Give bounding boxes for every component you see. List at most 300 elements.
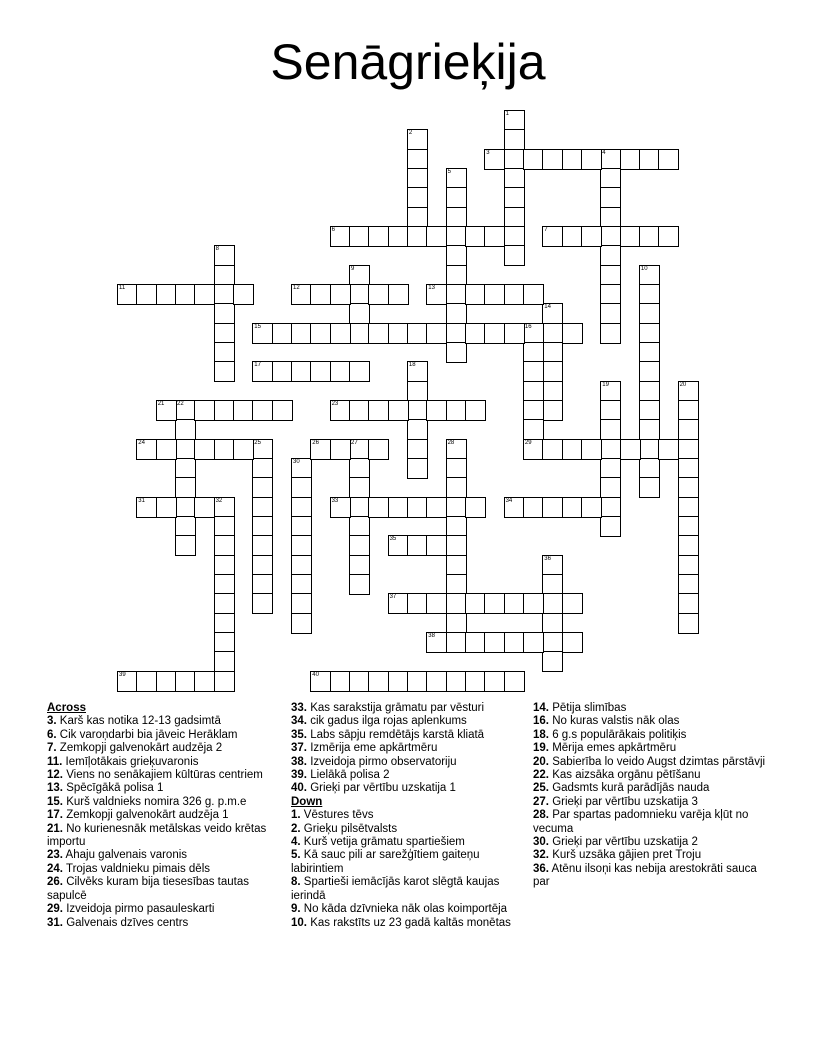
grid-cell[interactable] xyxy=(291,555,312,576)
grid-cell[interactable] xyxy=(175,516,196,537)
grid-cell[interactable] xyxy=(407,187,428,208)
grid-cell[interactable] xyxy=(542,226,563,247)
grid-cell[interactable] xyxy=(388,535,409,556)
grid-cell[interactable] xyxy=(678,419,699,440)
grid-cell[interactable] xyxy=(368,226,389,247)
grid-cell[interactable] xyxy=(446,207,467,228)
grid-cell[interactable] xyxy=(349,497,370,518)
grid-cell[interactable] xyxy=(484,671,505,692)
grid-cell[interactable] xyxy=(368,497,389,518)
grid-cell[interactable] xyxy=(310,284,331,305)
grid-cell[interactable] xyxy=(175,671,196,692)
grid-cell[interactable] xyxy=(252,477,273,498)
grid-cell[interactable] xyxy=(562,149,583,170)
grid-cell[interactable] xyxy=(562,593,583,614)
grid-cell[interactable] xyxy=(330,361,351,382)
grid-cell[interactable] xyxy=(388,323,409,344)
grid-cell[interactable] xyxy=(639,439,660,460)
grid-cell[interactable] xyxy=(330,497,351,518)
grid-cell[interactable] xyxy=(252,535,273,556)
grid-cell[interactable] xyxy=(446,477,467,498)
grid-cell[interactable] xyxy=(407,226,428,247)
grid-cell[interactable] xyxy=(446,400,467,421)
grid-cell[interactable] xyxy=(542,555,563,576)
grid-cell[interactable] xyxy=(136,439,157,460)
grid-cell[interactable] xyxy=(330,284,351,305)
grid-cell[interactable] xyxy=(368,400,389,421)
grid-cell[interactable] xyxy=(368,671,389,692)
clue-number: 19. xyxy=(533,742,549,755)
grid-cell[interactable] xyxy=(600,477,621,498)
grid-cell[interactable] xyxy=(407,168,428,189)
grid-cell[interactable] xyxy=(542,497,563,518)
grid-cell[interactable] xyxy=(504,207,525,228)
grid-cell[interactable] xyxy=(136,497,157,518)
grid-cell[interactable] xyxy=(407,400,428,421)
grid-cell[interactable] xyxy=(678,613,699,634)
grid-cell[interactable] xyxy=(446,245,467,266)
grid-cell[interactable] xyxy=(523,342,544,363)
grid-cell[interactable] xyxy=(542,439,563,460)
grid-cell[interactable] xyxy=(407,593,428,614)
grid-cell[interactable] xyxy=(194,284,215,305)
grid-cell[interactable] xyxy=(504,245,525,266)
grid-cell[interactable] xyxy=(600,168,621,189)
grid-cell[interactable] xyxy=(542,361,563,382)
grid-cell[interactable] xyxy=(310,323,331,344)
grid-cell[interactable] xyxy=(639,400,660,421)
grid-cell[interactable] xyxy=(658,149,679,170)
grid-cell[interactable] xyxy=(426,226,447,247)
grid-cell[interactable] xyxy=(291,458,312,479)
grid-cell[interactable] xyxy=(407,497,428,518)
grid-cell[interactable] xyxy=(446,613,467,634)
grid-cell[interactable] xyxy=(214,342,235,363)
grid-cell[interactable] xyxy=(639,458,660,479)
grid-cell[interactable] xyxy=(678,381,699,402)
grid-cell[interactable] xyxy=(446,516,467,537)
grid-cell[interactable] xyxy=(639,323,660,344)
grid-cell[interactable] xyxy=(272,400,293,421)
grid-cell[interactable] xyxy=(678,574,699,595)
grid-cell[interactable] xyxy=(252,574,273,595)
grid-cell[interactable] xyxy=(214,245,235,266)
grid-cell[interactable] xyxy=(484,323,505,344)
grid-cell[interactable] xyxy=(600,226,621,247)
cell-number: 3 xyxy=(486,149,490,156)
grid-cell[interactable] xyxy=(562,497,583,518)
clue-item xyxy=(291,729,523,742)
grid-cell[interactable] xyxy=(349,400,370,421)
grid-cell[interactable] xyxy=(368,284,389,305)
grid-cell[interactable] xyxy=(600,439,621,460)
grid-cell[interactable] xyxy=(136,284,157,305)
grid-cell[interactable] xyxy=(620,226,641,247)
grid-cell[interactable] xyxy=(678,439,699,460)
grid-cell[interactable] xyxy=(349,323,370,344)
grid-cell[interactable] xyxy=(214,651,235,672)
grid-cell[interactable] xyxy=(446,323,467,344)
grid-cell[interactable] xyxy=(581,439,602,460)
clue-number: 14. xyxy=(533,702,549,714)
grid-cell[interactable] xyxy=(523,400,544,421)
grid-cell[interactable] xyxy=(446,671,467,692)
grid-cell[interactable] xyxy=(291,477,312,498)
grid-cell[interactable] xyxy=(562,632,583,653)
grid-cell[interactable] xyxy=(388,284,409,305)
grid-cell[interactable] xyxy=(291,574,312,595)
grid-cell[interactable] xyxy=(349,535,370,556)
grid-cell[interactable] xyxy=(214,439,235,460)
grid-cell[interactable] xyxy=(542,613,563,634)
grid-cell[interactable] xyxy=(484,284,505,305)
grid-cell[interactable] xyxy=(388,226,409,247)
grid-cell[interactable] xyxy=(465,226,486,247)
grid-cell[interactable] xyxy=(639,342,660,363)
grid-cell[interactable] xyxy=(291,593,312,614)
grid-cell[interactable] xyxy=(426,284,447,305)
grid-cell[interactable] xyxy=(523,323,544,344)
grid-cell[interactable] xyxy=(600,458,621,479)
grid-cell[interactable] xyxy=(117,671,138,692)
grid-cell[interactable] xyxy=(407,671,428,692)
grid-cell[interactable] xyxy=(600,284,621,305)
grid-cell[interactable] xyxy=(542,593,563,614)
grid-cell[interactable] xyxy=(349,226,370,247)
grid-cell[interactable] xyxy=(542,342,563,363)
grid-cell[interactable] xyxy=(214,593,235,614)
grid-cell[interactable] xyxy=(214,303,235,324)
grid-cell[interactable] xyxy=(523,593,544,614)
grid-cell[interactable] xyxy=(252,439,273,460)
grid-cell[interactable] xyxy=(426,632,447,653)
grid-cell[interactable] xyxy=(581,149,602,170)
grid-cell[interactable] xyxy=(156,284,177,305)
grid-cell[interactable] xyxy=(504,226,525,247)
grid-cell[interactable] xyxy=(349,361,370,382)
grid-cell[interactable] xyxy=(156,400,177,421)
grid-cell[interactable] xyxy=(542,574,563,595)
grid-cell[interactable] xyxy=(252,458,273,479)
grid-cell[interactable] xyxy=(214,497,235,518)
grid-cell[interactable] xyxy=(407,535,428,556)
grid-cell[interactable] xyxy=(446,226,467,247)
grid-cell[interactable] xyxy=(291,361,312,382)
grid-cell[interactable] xyxy=(465,323,486,344)
grid-cell[interactable] xyxy=(446,555,467,576)
grid-cell[interactable] xyxy=(600,400,621,421)
grid-cell[interactable] xyxy=(349,458,370,479)
grid-cell[interactable] xyxy=(465,400,486,421)
grid-cell[interactable] xyxy=(639,149,660,170)
grid-cell[interactable] xyxy=(446,303,467,324)
grid-cell[interactable] xyxy=(175,497,196,518)
grid-cell[interactable] xyxy=(504,129,525,150)
grid-cell[interactable] xyxy=(484,149,505,170)
grid-cell[interactable] xyxy=(310,671,331,692)
clue-item xyxy=(47,809,279,822)
grid-cell[interactable] xyxy=(252,323,273,344)
grid-cell[interactable] xyxy=(639,303,660,324)
grid-cell[interactable] xyxy=(156,439,177,460)
grid-cell[interactable] xyxy=(600,516,621,537)
grid-cell[interactable] xyxy=(407,381,428,402)
grid-cell[interactable] xyxy=(349,284,370,305)
grid-cell[interactable] xyxy=(388,497,409,518)
grid-cell[interactable] xyxy=(252,361,273,382)
cell-number: 33 xyxy=(331,497,339,504)
grid-cell[interactable] xyxy=(600,497,621,518)
grid-cell[interactable] xyxy=(252,497,273,518)
grid-cell[interactable] xyxy=(426,671,447,692)
grid-cell[interactable] xyxy=(233,284,254,305)
grid-cell[interactable] xyxy=(175,477,196,498)
grid-cell[interactable] xyxy=(388,671,409,692)
grid-cell[interactable] xyxy=(523,439,544,460)
grid-cell[interactable] xyxy=(465,593,486,614)
grid-cell[interactable] xyxy=(214,632,235,653)
grid-cell[interactable] xyxy=(465,671,486,692)
grid-cell[interactable] xyxy=(658,226,679,247)
grid-cell[interactable] xyxy=(523,381,544,402)
grid-cell[interactable] xyxy=(446,187,467,208)
grid-cell[interactable] xyxy=(214,613,235,634)
grid-cell[interactable] xyxy=(639,381,660,402)
grid-cell[interactable] xyxy=(214,516,235,537)
grid-cell[interactable] xyxy=(349,574,370,595)
grid-cell[interactable] xyxy=(349,671,370,692)
grid-cell[interactable] xyxy=(523,632,544,653)
cell-number: 16 xyxy=(524,323,532,330)
grid-cell[interactable] xyxy=(562,323,583,344)
grid-cell[interactable] xyxy=(426,323,447,344)
grid-cell[interactable] xyxy=(214,535,235,556)
grid-cell[interactable] xyxy=(542,400,563,421)
grid-cell[interactable] xyxy=(581,226,602,247)
grid-cell[interactable] xyxy=(291,516,312,537)
grid-cell[interactable] xyxy=(349,439,370,460)
grid-cell[interactable] xyxy=(465,497,486,518)
clue-text: Mērija emes apkārtmēru xyxy=(549,742,677,755)
grid-cell[interactable] xyxy=(639,419,660,440)
grid-cell[interactable] xyxy=(542,651,563,672)
grid-cell[interactable] xyxy=(639,265,660,286)
grid-cell[interactable] xyxy=(252,593,273,614)
grid-cell[interactable] xyxy=(310,361,331,382)
grid-cell[interactable] xyxy=(600,187,621,208)
grid-cell[interactable] xyxy=(620,439,641,460)
grid-cell[interactable] xyxy=(407,458,428,479)
grid-cell[interactable] xyxy=(523,497,544,518)
grid-cell[interactable] xyxy=(542,632,563,653)
grid-cell[interactable] xyxy=(581,497,602,518)
grid-cell[interactable] xyxy=(426,497,447,518)
grid-cell[interactable] xyxy=(639,477,660,498)
grid-cell[interactable] xyxy=(426,400,447,421)
grid-cell[interactable] xyxy=(600,245,621,266)
grid-cell[interactable] xyxy=(330,323,351,344)
grid-cell[interactable] xyxy=(465,632,486,653)
grid-cell[interactable] xyxy=(678,497,699,518)
grid-cell[interactable] xyxy=(194,439,215,460)
grid-cell[interactable] xyxy=(446,632,467,653)
grid-cell[interactable] xyxy=(194,671,215,692)
grid-cell[interactable] xyxy=(639,361,660,382)
grid-cell[interactable] xyxy=(484,593,505,614)
grid-cell[interactable] xyxy=(136,671,157,692)
grid-cell[interactable] xyxy=(175,284,196,305)
clue-number: 38. xyxy=(291,755,307,768)
grid-cell[interactable] xyxy=(349,303,370,324)
grid-cell[interactable] xyxy=(504,632,525,653)
grid-cell[interactable] xyxy=(252,400,273,421)
grid-cell[interactable] xyxy=(407,419,428,440)
grid-cell[interactable] xyxy=(504,497,525,518)
cell-number: 39 xyxy=(119,671,126,678)
grid-cell[interactable] xyxy=(542,149,563,170)
grid-cell[interactable] xyxy=(349,516,370,537)
grid-cell[interactable] xyxy=(272,323,293,344)
grid-cell[interactable] xyxy=(600,381,621,402)
clue-number: 37. xyxy=(291,742,307,755)
grid-cell[interactable] xyxy=(523,419,544,440)
grid-cell[interactable] xyxy=(600,323,621,344)
grid-cell[interactable] xyxy=(523,149,544,170)
grid-cell[interactable] xyxy=(388,593,409,614)
grid-cell[interactable] xyxy=(407,361,428,382)
grid-cell[interactable] xyxy=(175,458,196,479)
grid-cell[interactable] xyxy=(678,477,699,498)
grid-cell[interactable] xyxy=(600,419,621,440)
grid-cell[interactable] xyxy=(330,439,351,460)
grid-cell[interactable] xyxy=(446,593,467,614)
grid-cell[interactable] xyxy=(600,303,621,324)
grid-cell[interactable] xyxy=(368,323,389,344)
grid-cell[interactable] xyxy=(678,593,699,614)
grid-cell[interactable] xyxy=(678,555,699,576)
grid-cell[interactable] xyxy=(446,439,467,460)
grid-cell[interactable] xyxy=(504,187,525,208)
grid-cell[interactable] xyxy=(639,226,660,247)
grid-cell[interactable] xyxy=(194,497,215,518)
grid-cell[interactable] xyxy=(175,419,196,440)
grid-cell[interactable] xyxy=(233,400,254,421)
grid-cell[interactable] xyxy=(330,400,351,421)
grid-cell[interactable] xyxy=(484,632,505,653)
grid-cell[interactable] xyxy=(310,439,331,460)
grid-cell[interactable] xyxy=(407,129,428,150)
grid-cell[interactable] xyxy=(291,535,312,556)
grid-cell[interactable] xyxy=(330,671,351,692)
grid-cell[interactable] xyxy=(504,284,525,305)
grid-cell[interactable] xyxy=(504,323,525,344)
grid-cell[interactable] xyxy=(330,226,351,247)
grid-cell[interactable] xyxy=(426,535,447,556)
grid-cell[interactable] xyxy=(349,477,370,498)
grid-cell[interactable] xyxy=(214,671,235,692)
grid-cell[interactable] xyxy=(233,439,254,460)
grid-cell[interactable] xyxy=(504,671,525,692)
grid-cell[interactable] xyxy=(620,149,641,170)
grid-cell[interactable] xyxy=(523,284,544,305)
grid-cell[interactable] xyxy=(252,516,273,537)
grid-cell[interactable] xyxy=(214,284,235,305)
grid-cell[interactable] xyxy=(175,535,196,556)
grid-cell[interactable] xyxy=(504,149,525,170)
grid-cell[interactable] xyxy=(291,613,312,634)
grid-cell[interactable] xyxy=(446,497,467,518)
grid-cell[interactable] xyxy=(678,458,699,479)
grid-cell[interactable] xyxy=(214,574,235,595)
clue-item xyxy=(291,836,523,849)
grid-cell[interactable] xyxy=(600,149,621,170)
grid-cell[interactable] xyxy=(600,207,621,228)
grid-cell[interactable] xyxy=(407,439,428,460)
grid-cell[interactable] xyxy=(678,516,699,537)
grid-cell[interactable] xyxy=(446,458,467,479)
grid-cell[interactable] xyxy=(214,265,235,286)
grid-cell[interactable] xyxy=(484,226,505,247)
grid-cell[interactable] xyxy=(426,593,447,614)
grid-cell[interactable] xyxy=(272,361,293,382)
grid-cell[interactable] xyxy=(600,265,621,286)
grid-cell[interactable] xyxy=(562,226,583,247)
grid-cell[interactable] xyxy=(349,555,370,576)
grid-cell[interactable] xyxy=(446,284,467,305)
grid-cell[interactable] xyxy=(446,168,467,189)
grid-cell[interactable] xyxy=(658,439,679,460)
grid-cell[interactable] xyxy=(291,323,312,344)
grid-cell[interactable] xyxy=(678,535,699,556)
grid-cell[interactable] xyxy=(465,284,486,305)
grid-cell[interactable] xyxy=(291,284,312,305)
grid-cell[interactable] xyxy=(678,400,699,421)
grid-cell[interactable] xyxy=(407,207,428,228)
cell-number: 22 xyxy=(177,400,184,407)
grid-cell[interactable] xyxy=(446,535,467,556)
grid-cell[interactable] xyxy=(542,381,563,402)
grid-cell[interactable] xyxy=(291,497,312,518)
grid-cell[interactable] xyxy=(446,342,467,363)
grid-cell[interactable] xyxy=(562,439,583,460)
grid-cell[interactable] xyxy=(252,555,273,576)
grid-cell[interactable] xyxy=(368,439,389,460)
grid-cell[interactable] xyxy=(407,149,428,170)
grid-cell[interactable] xyxy=(542,303,563,324)
grid-cell[interactable] xyxy=(175,400,196,421)
grid-cell[interactable] xyxy=(214,555,235,576)
grid-cell[interactable] xyxy=(349,265,370,286)
grid-cell[interactable] xyxy=(504,110,525,131)
grid-cell[interactable] xyxy=(504,168,525,189)
grid-cell[interactable] xyxy=(214,323,235,344)
grid-cell[interactable] xyxy=(446,574,467,595)
grid-cell[interactable] xyxy=(523,361,544,382)
grid-cell[interactable] xyxy=(639,284,660,305)
grid-cell[interactable] xyxy=(542,323,563,344)
grid-cell[interactable] xyxy=(117,284,138,305)
grid-cell[interactable] xyxy=(175,439,196,460)
grid-cell[interactable] xyxy=(194,400,215,421)
grid-cell[interactable] xyxy=(214,361,235,382)
grid-cell[interactable] xyxy=(156,497,177,518)
grid-cell[interactable] xyxy=(388,400,409,421)
grid-cell[interactable] xyxy=(156,671,177,692)
grid-cell[interactable] xyxy=(407,323,428,344)
grid-cell[interactable] xyxy=(504,593,525,614)
grid-cell[interactable] xyxy=(214,400,235,421)
grid-cell[interactable] xyxy=(446,265,467,286)
